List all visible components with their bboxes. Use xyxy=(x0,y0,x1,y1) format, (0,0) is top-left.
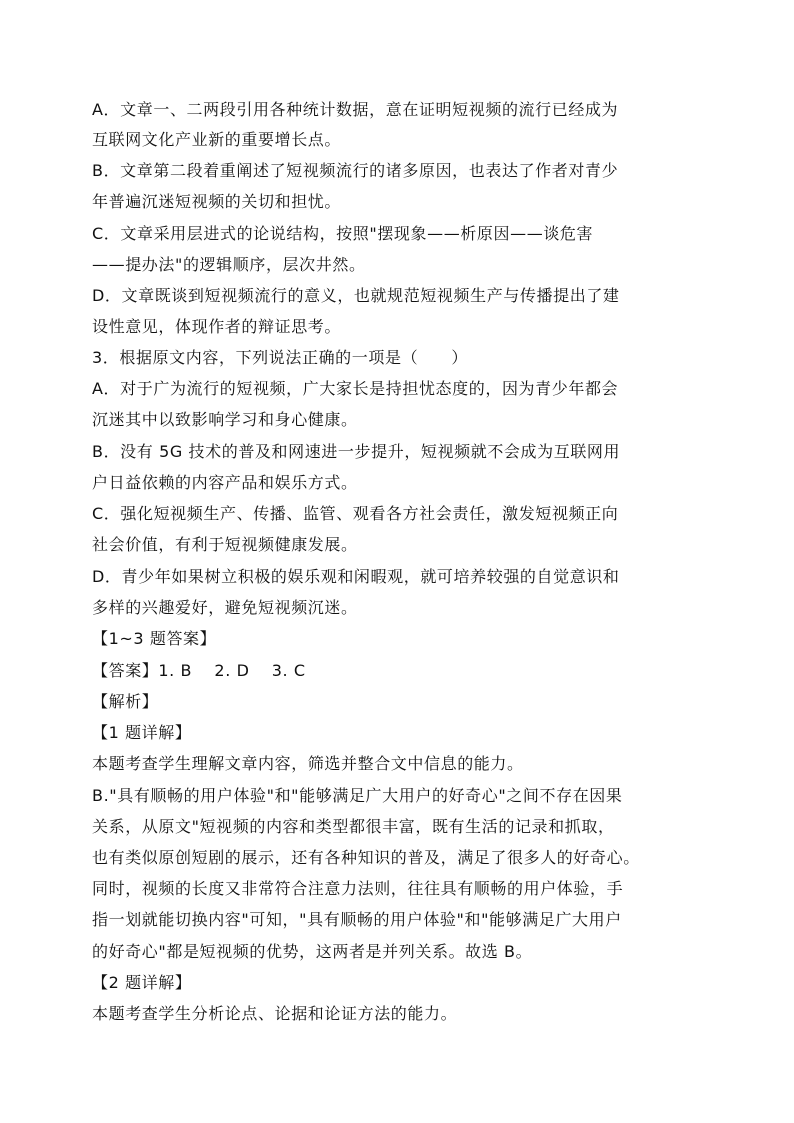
option-b-line-2: 年普遍沉迷短视频的关切和担忧。 xyxy=(92,192,342,211)
answer-key: 【答案】1. B 2. D 3. C xyxy=(92,661,306,680)
q3-option-b-line-1: B．没有 5G 技术的普及和网速进一步提升，短视频就不会成为互联网用 xyxy=(92,442,621,461)
option-c-line-2: ——提办法"的逻辑顺序，层次井然。 xyxy=(92,255,366,274)
q3-option-b-line-2: 户日益依赖的内容产品和娱乐方式。 xyxy=(92,473,358,492)
option-b-line-1: B．文章第二段着重阐述了短视频流行的诸多原因，也表达了作者对青少 xyxy=(92,161,619,180)
q3-option-a-line-2: 沉迷其中以致影响学习和身心健康。 xyxy=(92,410,358,429)
q1-explanation-line-2: B."具有顺畅的用户体验"和"能够满足广大用户的好奇心"之间不存在因果 xyxy=(92,786,623,805)
q3-option-c-line-2: 社会价值，有利于短视频健康发展。 xyxy=(92,535,358,554)
answer-section-heading: 【1~3 题答案】 xyxy=(92,629,217,648)
q1-explanation-line-3: 关系，从原文"短视频的内容和类型都很丰富，既有生活的记录和抓取， xyxy=(92,817,615,836)
option-d-line-2: 设性意见，体现作者的辩证思考。 xyxy=(92,317,342,336)
q3-option-d-line-2: 多样的兴趣爱好，避免短视频沉迷。 xyxy=(92,598,358,617)
option-a-line-1: A．文章一、二两段引用各种统计数据，意在证明短视频的流行已经成为 xyxy=(92,100,619,119)
question-3-stem: 3．根据原文内容，下列说法正确的一项是（ ） xyxy=(92,348,468,367)
q2-detail-heading: 【2 题详解】 xyxy=(92,973,192,992)
q1-detail-heading: 【1 题详解】 xyxy=(92,723,192,742)
q1-explanation-line-5: 同时，视频的长度又非常符合注意力法则，往往具有顺畅的用户体验，手 xyxy=(92,879,624,898)
q1-explanation-line-6: 指一划就能切换内容"可知，"具有顺畅的用户体验"和"能够满足广大用户 xyxy=(92,910,622,929)
q1-explanation-line-1: 本题考查学生理解文章内容，筛选并整合文中信息的能力。 xyxy=(92,754,524,773)
q3-option-d-line-1: D．青少年如果树立积极的娱乐观和闲暇观，就可培养较强的自觉意识和 xyxy=(92,567,620,586)
q2-explanation-line-1: 本题考查学生分析论点、论据和论证方法的能力。 xyxy=(92,1004,458,1023)
q1-explanation-line-7: 的好奇心"都是短视频的优势，这两者是并列关系。故选 B。 xyxy=(92,942,533,961)
q3-option-c-line-1: C．强化短视频生产、传播、监管、观看各方社会责任，激发短视频正向 xyxy=(92,504,619,523)
option-d-line-1: D．文章既谈到短视频流行的意义，也就规范短视频生产与传播提出了建 xyxy=(92,286,620,305)
q1-explanation-line-4: 也有类似原创短剧的展示，还有各种知识的普及，满足了很多人的好奇心。 xyxy=(92,848,640,867)
analysis-heading: 【解析】 xyxy=(92,692,159,711)
option-c-line-1: C．文章采用层进式的论说结构，按照"摆现象——析原因——谈危害 xyxy=(92,224,594,243)
option-a-line-2: 互联网文化产业新的重要增长点。 xyxy=(92,130,342,149)
q3-option-a-line-1: A．对于广为流行的短视频，广大家长是持担忧态度的，因为青少年都会 xyxy=(92,379,619,398)
